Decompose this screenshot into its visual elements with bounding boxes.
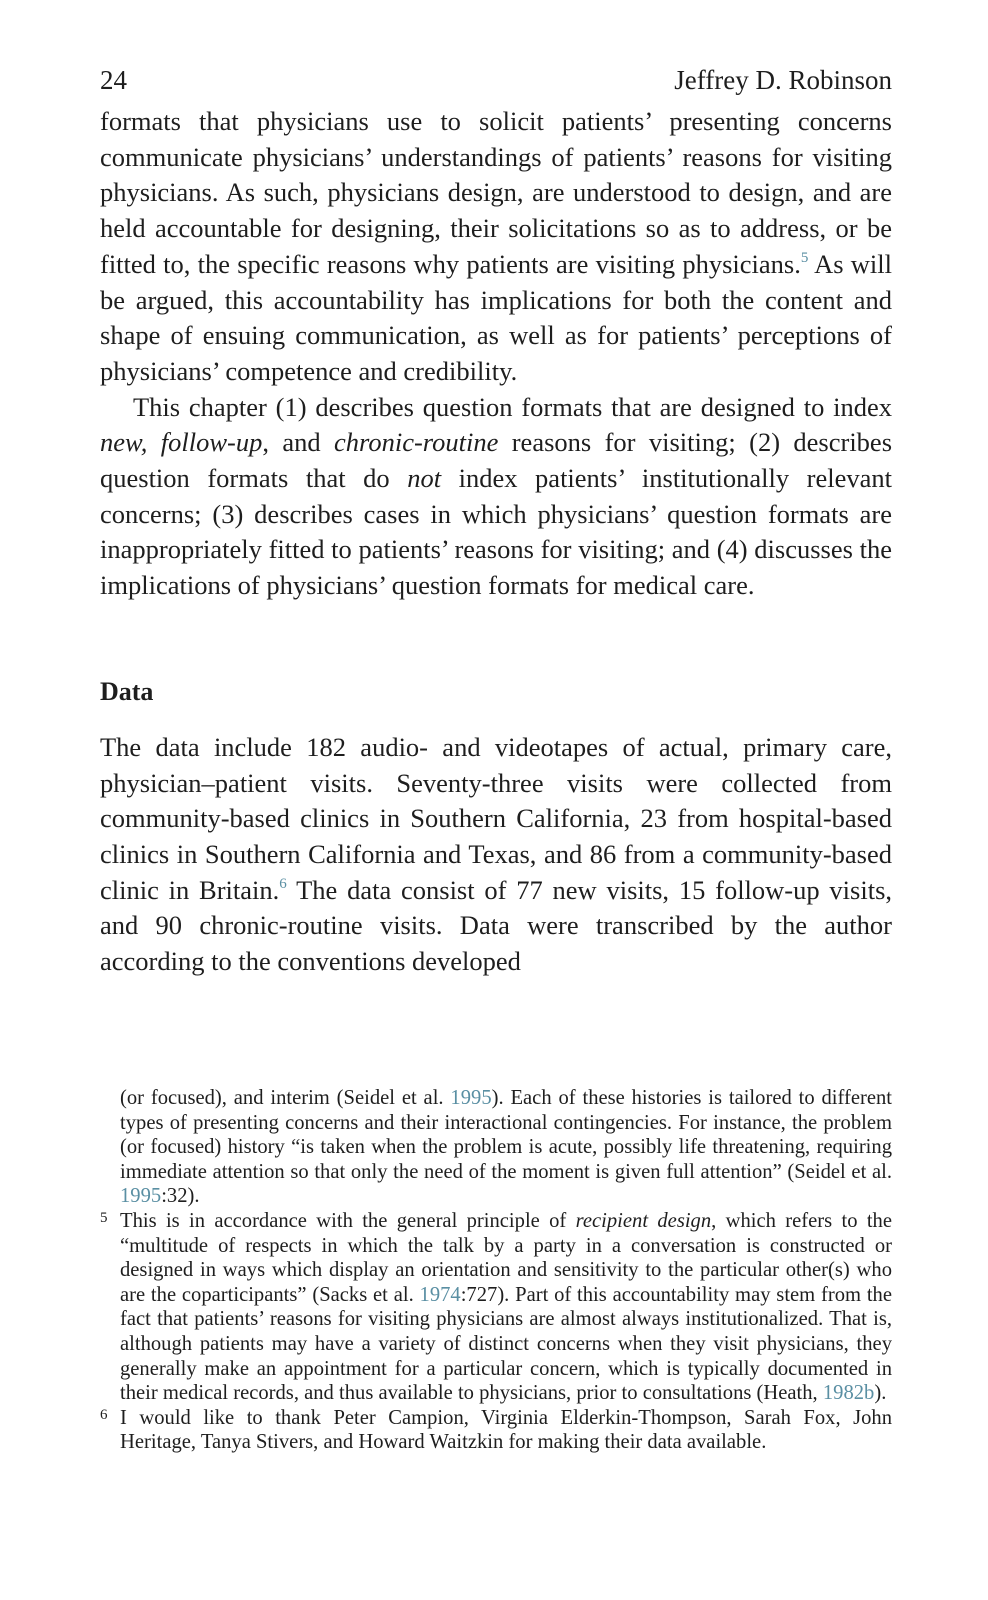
footnote-number: 5 <box>100 1209 108 1226</box>
footnote-5-text-a: This is in accordance with the general principle of <box>120 1209 576 1232</box>
paragraph-2-italic-3: not <box>407 463 442 494</box>
footnote-5-text-d: ). <box>874 1382 887 1405</box>
footnote-continuation <box>100 1086 892 1209</box>
section-heading: Data <box>100 676 154 706</box>
paragraph-2-italic-1: new, follow-up <box>100 427 263 458</box>
footnote-ref-5[interactable]: 5 <box>800 249 809 266</box>
paragraph-2-text-b: , and <box>262 427 334 458</box>
paragraph-1 <box>100 104 892 390</box>
citation-link[interactable]: 1982b <box>822 1382 875 1405</box>
paragraph-3-text-a: The data include 182 audio- and videotapes of actual, primary care, physician–patient visits. Seventy-three visits were collected from community-based clinics in Southern California, 23 from hospital-based clinics in Southern California and Texas, and 86 from a community-based clinic in Britain. <box>100 731 892 905</box>
running-head <box>100 60 892 100</box>
footnote-5 <box>100 1209 892 1406</box>
footnote-ref-6[interactable]: 6 <box>279 875 287 892</box>
paragraph-3-text-b: The data consist of 77 new visits, 15 follow-up visits, and 90 chronic-routine visits. Data were transcribed by the author according to the conventions developed <box>100 874 893 977</box>
footnote-cont-text-a: (or focused), and interim (Seidel et al. <box>120 1087 451 1109</box>
footnote-5-text-b: , which refers to the “multitude of respects in which the talk by a party in a conversation is constructed or designed in ways which display an orientation and sensitivity to the particular other(s) who are the coparticipants” (Sacks et al. <box>120 1209 892 1306</box>
paragraph-2 <box>100 390 892 604</box>
paragraph-2-text-a: This chapter (1) describes question formats that are designed to index <box>133 391 892 422</box>
page-content <box>100 60 892 980</box>
paragraph-3 <box>100 730 892 980</box>
paragraph-2-text-d: index patients’ institutionally relevant concerns; (3) describes cases in which physicians’ question formats are inappropriately fitted to patients’ reasons for visiting; and (4) discusses the implications of physicians’ question formats for medical care. <box>100 463 892 601</box>
citation-link[interactable]: 1995 <box>450 1087 492 1109</box>
paragraph-1-text-a: formats that physicians use to solicit patients’ presenting concerns communicate physicians’ understandings of patients’ reasons for visiting physicians. As such, physicians design, are understood to design, and are held accountable for designing, their solicitations so as to address, or be fitted to, the specific reasons why patients are visiting physicians. <box>100 106 892 279</box>
footnote-cont-text-b: ). Each of these histories is tailored to different types of presenting concerns and their interactional contingencies. For instance, the problem (or focused) history “is taken when the problem is acute, possibly life threatening, requiring immediate attention so that only the need of the moment is given full attention” (Seidel et al. <box>120 1087 892 1183</box>
footnote-6-text: I would like to thank Peter Campion, Virginia Elderkin-Thompson, Sarah Fox, John Heritage, Tanya Stivers, and Howard Waitzkin for making their data available. <box>120 1406 892 1454</box>
footnote-cont-text-c: :32). <box>161 1185 200 1208</box>
paragraph-2-italic-2: chronic-routine <box>333 427 499 458</box>
paragraph-2-text-c: reasons for visiting; (2) describes question formats that do <box>100 427 893 494</box>
footnote-5-italic: recipient design <box>575 1209 712 1232</box>
footnote-6 <box>100 1406 892 1455</box>
citation-link[interactable]: 1974 <box>419 1283 461 1306</box>
citation-link[interactable]: 1995 <box>120 1185 162 1208</box>
paragraph-1-text-b: As will be argued, this accountability has implications for both the content and shape of ensuing communication, as well as for patients’ perceptions of physicians’ competence and credibility. <box>100 248 892 386</box>
running-head-author: Jeffrey D. Robinson <box>674 65 892 95</box>
footnote-number: 6 <box>100 1406 108 1423</box>
footnotes <box>100 1086 892 1455</box>
page-number: 24 <box>100 65 127 95</box>
footnote-5-text-c: :727). Part of this accountability may stem from the fact that patients’ reasons for visiting physicians are almost always institutionalized. That is, although patients may have a variety of distinct concerns when they visit physicians, they generally make an appointment for a particular concern, which is typically documented in their medical records, and thus available to physicians, prior to consultations (Heath, <box>120 1283 892 1405</box>
